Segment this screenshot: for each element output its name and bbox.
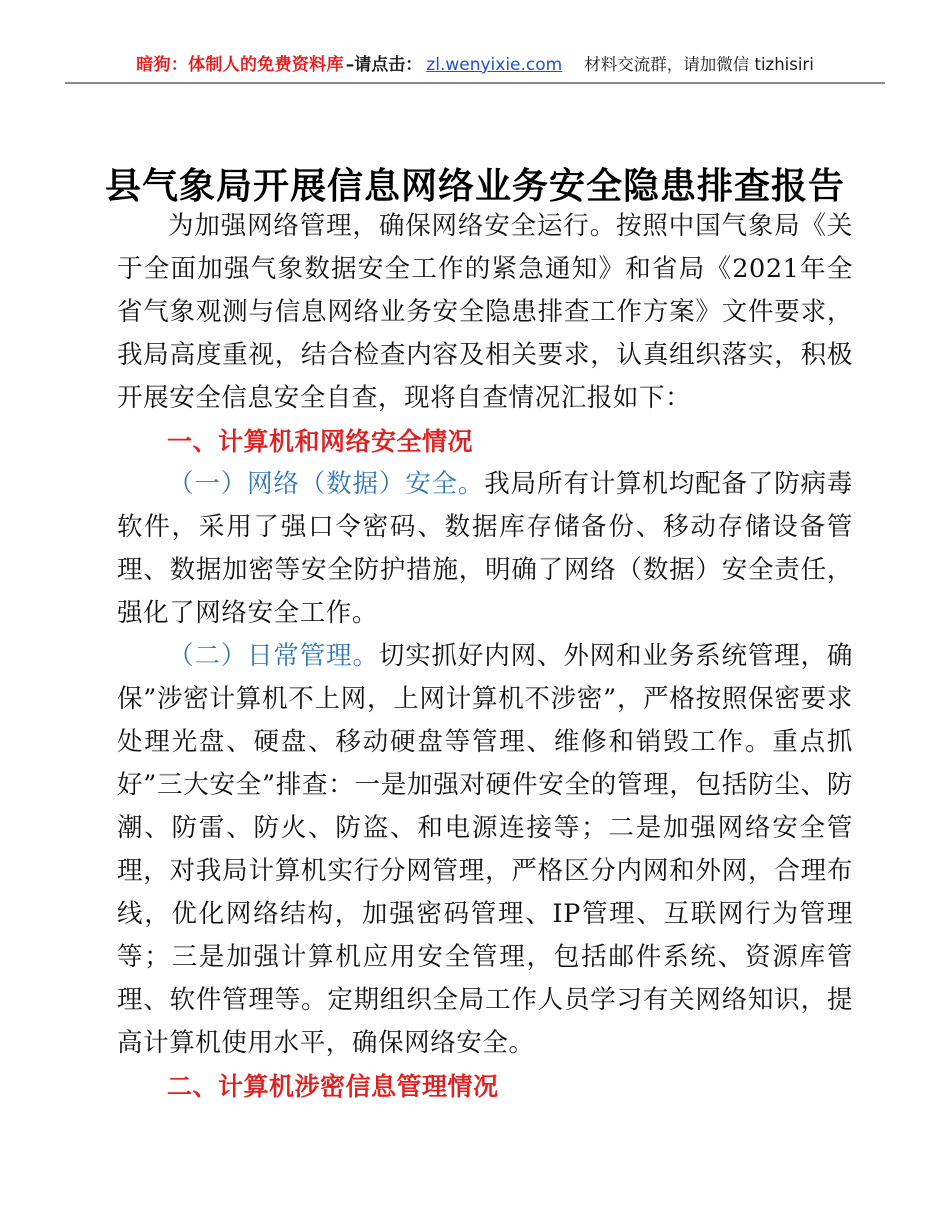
promo-banner-click-prompt: –请点击：: [345, 54, 423, 75]
promo-banner-wechat-note: 材料交流群，请加微信 tizhisiri: [584, 54, 814, 74]
subsection-one-body: 我局所有计算机均配备了防病毒软件，采用了强口令密码、数据库存储备份、移动存储设备管理、数据加密等安全防护措施，明确了网络（数据）安全责任，强化了网络安全工作。: [117, 469, 854, 628]
subsection-two-label: （二）日常管理。: [168, 641, 379, 671]
subsection-one-label: （一）网络（数据）安全。: [168, 469, 485, 499]
promo-banner-title: 暗狗：体制人的免费资料库: [136, 54, 344, 75]
promo-banner: [65, 50, 885, 80]
subsection-one-paragraph: [117, 463, 853, 635]
promo-banner-link[interactable]: zl.wenyixie.com: [426, 54, 563, 75]
document-body: [117, 205, 853, 1108]
page-title: 县气象局开展信息网络业务安全隐患排查报告: [104, 166, 845, 208]
header-divider-rule: [65, 82, 885, 84]
subsection-two-paragraph: [117, 635, 853, 1065]
section-heading-two: 二、计算机涉密信息管理情况: [167, 1072, 499, 1101]
subsection-two-body: 切实抓好内网、外网和业务系统管理，确保”涉密计算机不上网，上网计算机不涉密”，严格按照保密要求处理光盘、硬盘、移动硬盘等管理、维修和销毁工作。重点抓好”三大安全”排查：一是加强对硬件安全的管理，包括防尘、防潮、防雷、防火、防盗、和电源连接等；二是加强网络安全管理，对我局计算机实行分网管理，严格区分内网和外网，合理布线，优化网络结构，加强密码管理、IP管理、互联网行为管理等；三是加强计算机应用安全管理，包括邮件系统、资源库管理、软件管理等。定期组织全局工作人员学习有关网络知识，提高计算机使用水平，确保网络安全。: [117, 641, 853, 1058]
promo-banner-content: [136, 54, 814, 75]
intro-paragraph: 为加强网络管理，确保网络安全运行。按照中国气象局《关于全面加强气象数据安全工作的紧急通知》和省局《2021年全省气象观测与信息网络业务安全隐患排查工作方案》文件要求，我局高度重视，结合检查内容及相关要求，认真组织落实，积极开展安全信息安全自查，现将自查情况汇报如下：: [117, 211, 853, 413]
section-heading-one: 一、计算机和网络安全情况: [167, 427, 474, 456]
